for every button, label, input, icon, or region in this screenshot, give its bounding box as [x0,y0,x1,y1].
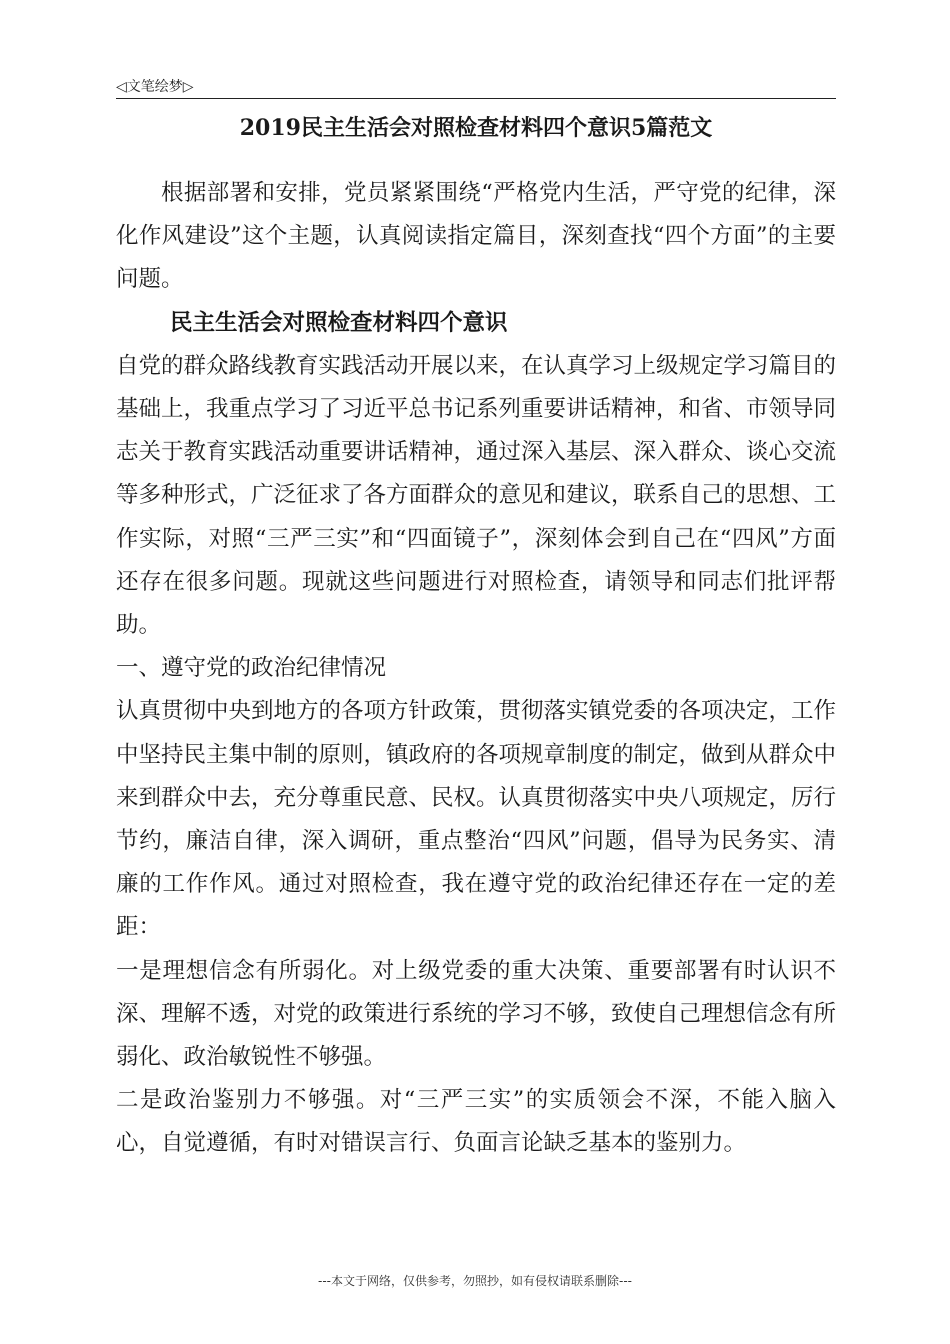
page-footer: ---本文于网络，仅供参考，勿照抄，如有侵权请联系删除--- [318,1274,632,1288]
section-subtitle: 民主生活会对照检查材料四个意识 [170,309,508,336]
body-paragraph: 二是政治鉴别力不够强。对“三严三实”的实质领会不深，不能入脑入心，自觉遵循，有时对错误言行、负面言论缺乏基本的鉴别力。 [116,1087,836,1157]
document-body [116,172,836,1166]
header-text: ◁文笔绘梦▷ [116,79,194,95]
intro-paragraph: 根据部署和安排，党员紧紧围绕“严格党内生活，严守党的纪律，深化作风建设”这个主题，认真阅读指定篇目，深刻查找“四个方面”的主要问题。 [116,180,836,293]
body-paragraph: 一是理想信念有所弱化。对上级党委的重大决策、重要部署有时认识不深、理解不透，对党的政策进行系统的学习不够，致使自己理想信念有所弱化、政治敏锐性不够强。 [116,957,837,1071]
section-heading: 一、遵守党的政治纪律情况 [116,655,387,682]
body-paragraph: 认真贯彻中央到地方的各项方针政策，贯彻落实镇党委的各项决定，工作中坚持民主集中制的原则，镇政府的各项规章制度的制定，做到从群众中来到群众中去，充分尊重民意、民权。认真贯彻落实中央八项规定，厉行节约，廉洁自律，深入调研，重点整治“四风”问题，倡导为民务实、清廉的工作作风。通过对照检查，我在遵守党的政治纪律还存在一定的差距： [116,698,837,941]
document-title: 2019民主生活会对照检查材料四个意识5篇范文 [239,115,713,141]
body-paragraph: 自党的群众路线教育实践活动开展以来，在认真学习上级规定学习篇目的基础上，我重点学习了习近平总书记系列重要讲话精神，和省、市领导同志关于教育实践活动重要讲话精神，通过深入基层、深入群众、谈心交流等多种形式，广泛征求了各方面群众的意见和建议，联系自己的思想、工作实际，对照“三严三实”和“四面镜子”，深刻体会到自己在“四风”方面还存在很多问题。现就这些问题进行对照检查，请领导和同志们批评帮助。 [116,352,837,639]
page-header [116,72,836,99]
